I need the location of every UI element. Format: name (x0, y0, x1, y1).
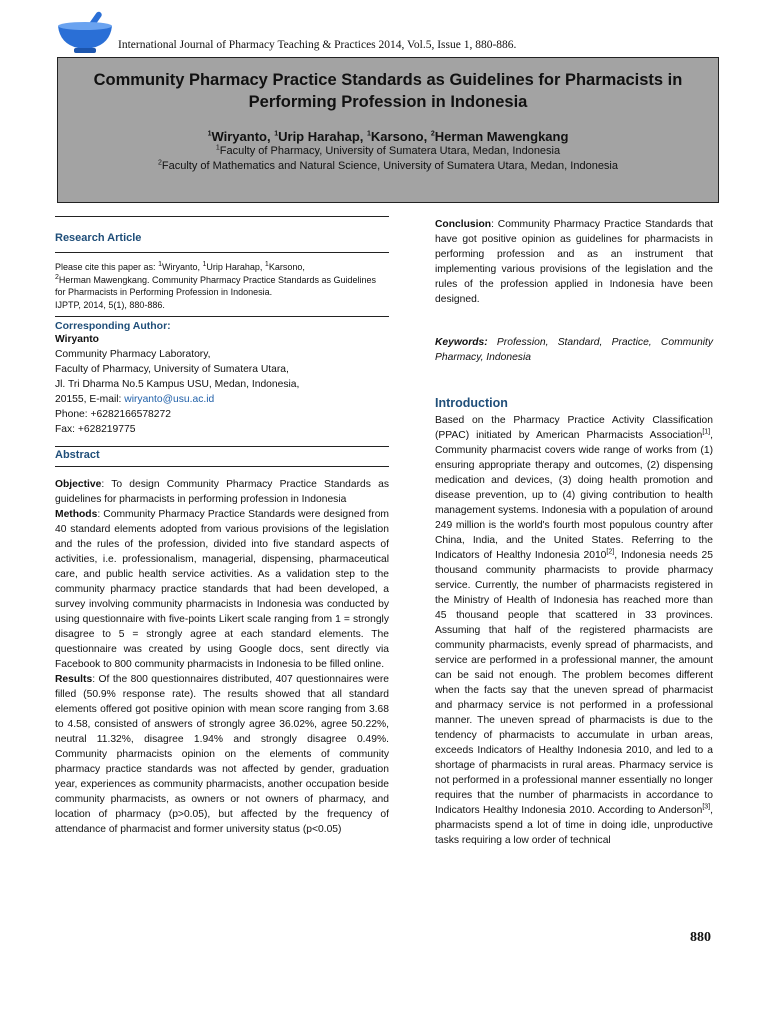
abstract-heading: Abstract (55, 449, 100, 461)
affiliation-1: $^1$Faculty of Pharmacy, University of Sumatera Utara, Medan, Indonesia (215, 144, 561, 157)
introduction-heading: Introduction (435, 396, 508, 410)
author-name: Wiryanto, (211, 129, 275, 144)
keywords-paragraph: Keywords: Profession, Standard, Practice, Community Pharmacy, Indonesia (435, 337, 713, 363)
author-name: Urip Harahap, (278, 129, 367, 144)
divider (55, 316, 389, 317)
citation-ref[interactable]: [3] (702, 803, 711, 811)
divider (55, 216, 389, 217)
author-name: Herman Mawengkang (434, 129, 569, 144)
title-block (57, 57, 719, 203)
introduction-body: Based on the Pharmacy Practice Activity Classification (PPAC) initiated by American Pharmacists Association[1], Community pharmacist covers wide range of works from (1) ensuring appropriate therapy and outcomes, (2) dispensing medication and devices, (3) doing health promotion and disease prevention, up to (4) giving contribution to health management systems. Indonesia with a population of around 249 million is the world's fourth most populous country after China, India, and the United States. Referring to the Indicators of Healthy Indonesia 2010[2], Indonesia needs 25 thousand community pharmacists to provide pharmacy service. Currently, the number of pharmacists registered in the Ministry of Health of Indonesia has reached more than 45 thousand people that scattered in 33 provinces. Assuming that half of the registered pharmacists are community pharmacists, evenly spread of pharmacists, and service are performed in a professional manner, the amount can be said not enough. The problem becomes different when the facts say that the uneven spread of pharmacist and pharmacy service is not performed in a professional manner. The uneven spread of pharmacists is due to the tendency of pharmacists to accumulate in urban areas, exceeds Indicators of Healthy Indonesia 2010, and led to a shortage of pharmacists in rural areas. Pharmacy service is not performed in a professional manner essentially no longer requires that the number of pharmacists in accordance to Indicators Healthy Indonesia 2010. According to Anderson[3], pharmacists spend a lot of time in doing idle, unproductive tasks requiring a low order of technical (435, 415, 713, 846)
journal-logo (52, 8, 118, 56)
abstract-methods: Methods: Community Pharmacy Practice Standards were designed from 40 standard elements adopted from various provisions of the legislation and the rules of the profession, divided into five standard aspects of activities, i.e. professionalism, managerial, dispensing, pharmaceutical care, and public health service activities. As a validation step to the community pharmacy practice standards that had been developed, a survey involving community pharmacists in Indonesia was conducted by using questionnaire with five-points Likert scale ranging from 1 = strongly disagree to 5 = strongly agree at each standard elements. The questionnaire was created by using Google docs, sent directly via Facebook to 800 community pharmacists in Indonesia to be filled online. (55, 509, 389, 670)
email-link[interactable]: wiryanto@usu.ac.id (124, 394, 215, 405)
address-line: Faculty of Pharmacy, University of Sumatera Utara, (55, 364, 289, 375)
divider (55, 252, 389, 253)
mortar-pestle-icon (52, 8, 118, 56)
citation-ref[interactable]: [2] (606, 548, 615, 556)
address-line: Community Pharmacy Laboratory, (55, 349, 211, 360)
phone-line: Phone: +6282166578272 (55, 409, 171, 420)
abstract-objective: Objective: To design Community Pharmacy Practice Standards as guidelines for pharmacists in performing profession in Indonesia (55, 479, 389, 505)
email-line: 20155, E-mail: wiryanto@usu.ac.id (55, 394, 215, 405)
corresponding-name: Wiryanto (55, 334, 99, 345)
corresponding-author-block (55, 320, 389, 437)
author-list: $^1$Wiryanto, $^1$Urip Harahap, $^1$Karsono, $^2$Herman Mawengkang (207, 129, 569, 144)
page-number: 880 (690, 930, 711, 945)
abstract-results: Results: Of the 800 questionnaires distributed, 407 questionnaires were filled (50.9% response rate). The results showed that all standard elements offered got positive opinion with mean score ranging from 3.68 to 4.58, consisted of answers of strongly agree 36.02%, agree 50.22%, neutral 11.32%, disagree 1.94% and strongly disagree 0.49%. Community pharmacists opinion on the elements of community pharmacy practice standards was not affected by gender, graduation year, experiences as community pharmacists, another occupation beside community pharmacists, as owners or not owners of pharmacy, and location of pharmacy (p>0.05), but affected by the frequency of attendance of pharmacist and former university status (p<0.05) (55, 674, 389, 835)
journal-header-line: International Journal of Pharmacy Teaching & Practices 2014, Vol.5, Issue 1, 880-886. (118, 39, 517, 51)
citation-ref[interactable]: [1] (702, 428, 711, 436)
citation-block: Please cite this paper as: $^1$Wiryanto, $^1$Urip Harahap, $^1$Karsono, $^2$Herman Mawengkang. Community Pharmacy Practice Standards as Guidelines for Pharmacists in Performing Profession in Indonesia. IJPTP, 2014, 5(1), 880-886. (55, 261, 377, 310)
divider (55, 466, 389, 467)
abstract-body (55, 477, 389, 837)
article-type-label: Research Article (55, 232, 142, 244)
address-line: Jl. Tri Dharma No.5 Kampus USU, Medan, Indonesia, (55, 379, 300, 390)
divider (55, 446, 389, 447)
author-name: Karsono, (370, 129, 431, 144)
fax-line: Fax: +628219775 (55, 424, 136, 435)
corresponding-heading: Corresponding Author: (55, 320, 171, 332)
affiliation-2: $^2$Faculty of Mathematics and Natural Science, University of Sumatera Utara, Medan, Indonesia (157, 159, 618, 172)
paper-title: Community Pharmacy Practice Standards as Guidelines for Pharmacists in Performing Profession in Indonesia (93, 71, 683, 111)
conclusion-paragraph: Conclusion: Community Pharmacy Practice Standards that have got positive opinion as guidelines for pharmacists in performing profession and as an instrument that implementing various provisions of the legislation and the rules of the profession applied in Indonesia have been designed. (435, 219, 713, 305)
